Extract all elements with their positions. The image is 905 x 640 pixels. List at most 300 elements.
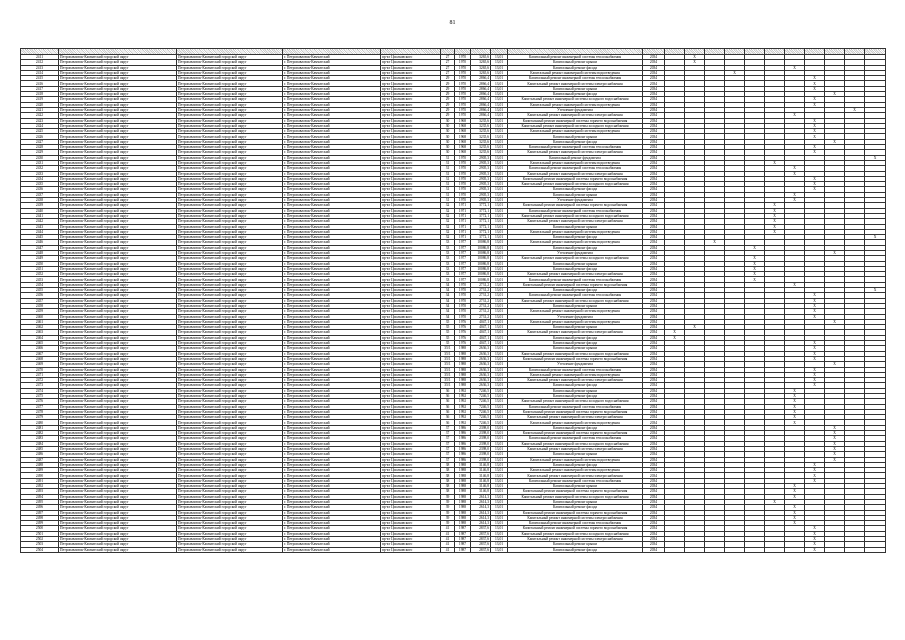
deadline-cell: 2034 — [643, 134, 665, 139]
tariff-cell: 13,01 — [491, 266, 508, 271]
settlement-cell: Петропавловск-Камчатский городской округ — [177, 468, 283, 473]
year-cell: 1986 — [455, 446, 471, 451]
settlement-cell: Петропавловск-Камчатский городской округ — [177, 346, 283, 351]
year-cell: 1970 — [455, 171, 471, 176]
row-number: 2476 — [21, 399, 59, 404]
settlement-cell: Петропавловск-Камчатский городской округ — [177, 378, 283, 383]
area-cell: 3265,6 — [471, 60, 491, 65]
row-number: 2455 — [21, 288, 59, 293]
tariff-cell: 13,01 — [491, 70, 508, 75]
municipality-cell: Петропавловск-Камчатский городской округ — [59, 319, 177, 324]
year-mark-cell: X — [805, 176, 825, 181]
area-cell: 2614,3 — [471, 521, 491, 526]
street-cell: пр-кт Циолковского — [381, 60, 441, 65]
table-row — [21, 547, 886, 552]
street-cell: пр-кт Циолковского — [381, 70, 441, 75]
area-cell: 2866,4 — [471, 102, 491, 107]
work-type-cell: Капитальный ремонт инженерной системы теплоснабжения — [508, 145, 643, 150]
street-cell: пр-кт Циолковского — [381, 473, 441, 478]
tariff-cell: 13,01 — [491, 462, 508, 467]
settlement-cell: Петропавловск-Камчатский городской округ — [177, 303, 283, 308]
tariff-cell: 13,01 — [491, 192, 508, 197]
year-mark-cell: X — [785, 404, 805, 409]
deadline-cell: 2034 — [643, 378, 665, 383]
year-mark-cell: X — [825, 425, 845, 430]
tariff-cell: 13,01 — [491, 367, 508, 372]
tariff-cell: 13,01 — [491, 351, 508, 356]
municipality-cell: Петропавловск-Камчатский городской округ — [59, 510, 177, 515]
area-cell: 7246,5 — [471, 415, 491, 420]
area-cell: 10086,8 — [471, 277, 491, 282]
locality-cell: г. Петропавловск-Камчатский — [283, 272, 381, 277]
tariff-cell: 13,01 — [491, 113, 508, 118]
year-mark-cell — [665, 547, 685, 552]
tariff-cell: 13,01 — [491, 478, 508, 483]
house-cell: 34 — [441, 314, 455, 319]
year-cell: 1970 — [455, 92, 471, 97]
locality-cell: г. Петропавловск-Камчатский — [283, 198, 381, 203]
row-number: 2433 — [21, 171, 59, 176]
street-cell: пр-кт Циолковского — [381, 213, 441, 218]
row-number: 2458 — [21, 303, 59, 308]
municipality-cell: Петропавловск-Камчатский городской округ — [59, 356, 177, 361]
tariff-cell: 13,01 — [491, 309, 508, 314]
row-number: 2499 — [21, 521, 59, 526]
locality-cell: г. Петропавловск-Камчатский — [283, 176, 381, 181]
deadline-cell: 2034 — [643, 293, 665, 298]
locality-cell: г. Петропавловск-Камчатский — [283, 160, 381, 165]
year-cell: 1968 — [455, 123, 471, 128]
street-cell: пр-кт Циолковского — [381, 404, 441, 409]
area-cell: 10086,8 — [471, 256, 491, 261]
municipality-cell: Петропавловск-Камчатский городской округ — [59, 452, 177, 457]
row-number: 2487 — [21, 457, 59, 462]
locality-cell: г. Петропавловск-Камчатский — [283, 55, 381, 60]
tariff-cell: 13,01 — [491, 55, 508, 60]
work-type-cell: Капитальный ремонт инженерной системы водоотведения — [508, 309, 643, 314]
year-cell: 1968 — [455, 150, 471, 155]
settlement-cell: Петропавловск-Камчатский городской округ — [177, 102, 283, 107]
settlement-cell: Петропавловск-Камчатский городской округ — [177, 282, 283, 287]
municipality-cell: Петропавловск-Камчатский городской округ — [59, 505, 177, 510]
municipality-cell: Петропавловск-Камчатский городской округ — [59, 102, 177, 107]
year-mark-cell: X — [685, 55, 705, 60]
locality-cell: г. Петропавловск-Камчатский — [283, 372, 381, 377]
area-cell: 10086,8 — [471, 250, 491, 255]
house-cell: 41 — [441, 547, 455, 552]
settlement-cell: Петропавловск-Камчатский городской округ — [177, 97, 283, 102]
locality-cell: г. Петропавловск-Камчатский — [283, 219, 381, 224]
year-mark-cell: X — [765, 213, 785, 218]
settlement-cell: Петропавловск-Камчатский городской округ — [177, 367, 283, 372]
locality-cell: г. Петропавловск-Камчатский — [283, 182, 381, 187]
municipality-cell: Петропавловск-Камчатский городской округ — [59, 123, 177, 128]
locality-cell: г. Петропавловск-Камчатский — [283, 150, 381, 155]
work-type-cell: Капитальный ремонт инженерной системы горячего водоснабжения — [508, 409, 643, 414]
deadline-cell: 2034 — [643, 330, 665, 335]
year-mark-cell: X — [805, 298, 825, 303]
year-cell: 1977 — [455, 250, 471, 255]
area-cell: 2636,3 — [471, 351, 491, 356]
tariff-cell: 13,01 — [491, 457, 508, 462]
municipality-cell: Петропавловск-Камчатский городской округ — [59, 515, 177, 520]
deadline-cell: 2034 — [643, 203, 665, 208]
house-cell: 36 — [441, 415, 455, 420]
tariff-cell: 13,01 — [491, 245, 508, 250]
row-number: 2417 — [21, 86, 59, 91]
street-cell: пр-кт Циолковского — [381, 107, 441, 112]
work-type-cell: Капитальный ремонт инженерной системы горячего водоснабжения — [508, 118, 643, 123]
street-cell: пр-кт Циолковского — [381, 425, 441, 430]
year-cell: 1970 — [455, 160, 471, 165]
work-type-cell: Утепление фундамента — [508, 314, 643, 319]
street-cell: пр-кт Циолковского — [381, 92, 441, 97]
work-type-cell: Капитальный ремонт инженерной системы электроснабжения — [508, 330, 643, 335]
year-mark-cell: X — [825, 139, 845, 144]
settlement-cell: Петропавловск-Камчатский городской округ — [177, 261, 283, 266]
municipality-cell: Петропавловск-Камчатский городской округ — [59, 256, 177, 261]
year-cell: 1992 — [455, 415, 471, 420]
municipality-cell: Петропавловск-Камчатский городской округ — [59, 341, 177, 346]
house-cell: 32 — [441, 219, 455, 224]
house-cell: 31 — [441, 166, 455, 171]
locality-cell: г. Петропавловск-Камчатский — [283, 473, 381, 478]
work-type-cell: Капитальный ремонт инженерной системы электроснабжения — [508, 515, 643, 520]
street-cell: пр-кт Циолковского — [381, 489, 441, 494]
settlement-cell: Петропавловск-Камчатский городской округ — [177, 55, 283, 60]
settlement-cell: Петропавловск-Камчатский городской округ — [177, 388, 283, 393]
year-mark-cell — [745, 547, 765, 552]
house-cell: 35/1 — [441, 346, 455, 351]
locality-cell: г. Петропавловск-Камчатский — [283, 425, 381, 430]
tariff-cell: 13,01 — [491, 341, 508, 346]
settlement-cell: Петропавловск-Камчатский городской округ — [177, 192, 283, 197]
work-type-cell: Капитальный ремонт крыши — [508, 346, 643, 351]
street-cell: пр-кт Циолковского — [381, 245, 441, 250]
work-type-cell: Капитальный ремонт крыши — [508, 452, 643, 457]
deadline-cell: 2034 — [643, 346, 665, 351]
year-mark-cell: X — [805, 478, 825, 483]
municipality-cell: Петропавловск-Камчатский городской округ — [59, 235, 177, 240]
municipality-cell: Петропавловск-Камчатский городской округ — [59, 60, 177, 65]
year-mark-cell: X — [805, 346, 825, 351]
deadline-cell: 2034 — [643, 213, 665, 218]
deadline-cell: 2034 — [643, 446, 665, 451]
settlement-cell: Петропавловск-Камчатский городской округ — [177, 394, 283, 399]
house-cell: 30 — [441, 150, 455, 155]
work-type-cell: Капитальный ремонт инженерной системы теплоснабжения — [508, 55, 643, 60]
work-type-cell: Капитальный ремонт инженерной системы горячего водоснабжения — [508, 282, 643, 287]
area-cell: 4047,1 — [471, 335, 491, 340]
street-cell: пр-кт Циолковского — [381, 81, 441, 86]
house-cell: 31 — [441, 187, 455, 192]
work-type-cell: Капитальный ремонт инженерной системы электроснабжения — [508, 150, 643, 155]
street-cell: пр-кт Циолковского — [381, 261, 441, 266]
settlement-cell: Петропавловск-Камчатский городской округ — [177, 325, 283, 330]
house-cell: 31 — [441, 176, 455, 181]
year-mark-cell: X — [805, 303, 825, 308]
settlement-cell: Петропавловск-Камчатский городской округ — [177, 521, 283, 526]
house-cell: 35 — [441, 335, 455, 340]
area-cell: 2866,4 — [471, 107, 491, 112]
tariff-cell: 13,01 — [491, 261, 508, 266]
area-cell: 2905,3 — [471, 182, 491, 187]
deadline-cell: 2034 — [643, 515, 665, 520]
locality-cell: г. Петропавловск-Камчатский — [283, 261, 381, 266]
work-type-cell: Капитальный ремонт инженерной системы водоотведения — [508, 102, 643, 107]
house-cell: 29 — [441, 86, 455, 91]
year-cell: 1977 — [455, 277, 471, 282]
work-type-cell: Капитальный ремонт инженерной системы водоотведения — [508, 129, 643, 134]
house-cell: 37 — [441, 446, 455, 451]
row-number: 2412 — [21, 60, 59, 65]
house-cell: 41 — [441, 542, 455, 547]
locality-cell: г. Петропавловск-Камчатский — [283, 187, 381, 192]
settlement-cell: Петропавловск-Камчатский городской округ — [177, 526, 283, 531]
work-type-cell: Капитальный ремонт инженерной системы теплоснабжения — [508, 367, 643, 372]
work-type-cell: Капитальный ремонт инженерной системы горячего водоснабжения — [508, 489, 643, 494]
locality-cell: г. Петропавловск-Камчатский — [283, 113, 381, 118]
work-type-cell: Капитальный ремонт фасада — [508, 235, 643, 240]
street-cell: пр-кт Циолковского — [381, 55, 441, 60]
year-mark-cell: X — [745, 256, 765, 261]
row-number: 2421 — [21, 107, 59, 112]
house-cell: 32 — [441, 208, 455, 213]
year-mark-cell: X — [825, 452, 845, 457]
tariff-cell: 13,01 — [491, 356, 508, 361]
house-cell: 35 — [441, 325, 455, 330]
year-cell: 1970 — [455, 102, 471, 107]
street-cell: пр-кт Циолковского — [381, 235, 441, 240]
settlement-cell: Петропавловск-Камчатский городской округ — [177, 446, 283, 451]
municipality-cell: Петропавловск-Камчатский городской округ — [59, 330, 177, 335]
work-type-cell: Капитальный ремонт инженерной системы электроснабжения — [508, 446, 643, 451]
deadline-cell: 2034 — [643, 441, 665, 446]
municipality-cell: Петропавловск-Камчатский городской округ — [59, 240, 177, 245]
year-mark-cell: X — [805, 293, 825, 298]
municipality-cell: Петропавловск-Камчатский городской округ — [59, 182, 177, 187]
tariff-cell: 13,01 — [491, 468, 508, 473]
street-cell: пр-кт Циолковского — [381, 102, 441, 107]
house-cell: 34 — [441, 309, 455, 314]
deadline-cell: 2034 — [643, 399, 665, 404]
deadline-cell: 2034 — [643, 489, 665, 494]
year-mark-cell: X — [825, 457, 845, 462]
year-cell: 1988 — [455, 478, 471, 483]
locality-cell: г. Петропавловск-Камчатский — [283, 298, 381, 303]
work-type-cell: Капитальный ремонт фасада — [508, 505, 643, 510]
tariff-cell: 13,01 — [491, 330, 508, 335]
row-number: 2491 — [21, 478, 59, 483]
municipality-cell: Петропавловск-Камчатский городской округ — [59, 425, 177, 430]
street-cell: пр-кт Циолковского — [381, 266, 441, 271]
settlement-cell: Петропавловск-Камчатский городской округ — [177, 203, 283, 208]
street-cell: пр-кт Циолковского — [381, 182, 441, 187]
deadline-cell: 2034 — [643, 208, 665, 213]
row-number: 2454 — [21, 282, 59, 287]
tariff-cell: 13,01 — [491, 383, 508, 388]
year-mark-cell: X — [785, 171, 805, 176]
municipality-cell: Петропавловск-Камчатский городской округ — [59, 81, 177, 86]
deadline-cell: 2034 — [643, 229, 665, 234]
municipality-cell: Петропавловск-Камчатский городской округ — [59, 266, 177, 271]
street-cell: пр-кт Циолковского — [381, 160, 441, 165]
work-type-cell: Капитальный ремонт инженерной системы электроснабжения — [508, 473, 643, 478]
work-type-cell: Капитальный ремонт крыши — [508, 542, 643, 547]
deadline-cell: 2034 — [643, 288, 665, 293]
area-cell: 3772,1 — [471, 224, 491, 229]
locality-cell: г. Петропавловск-Камчатский — [283, 139, 381, 144]
tariff-cell: 13,01 — [491, 452, 508, 457]
house-cell: 36 — [441, 409, 455, 414]
deadline-cell: 2034 — [643, 372, 665, 377]
tariff-cell: 13,01 — [491, 145, 508, 150]
year-cell: 1987 — [455, 531, 471, 536]
year-mark-cell: X — [805, 145, 825, 150]
tariff-cell: 13,01 — [491, 510, 508, 515]
work-type-cell: Капитальный ремонт фасада — [508, 245, 643, 250]
tariff-cell: 13,01 — [491, 319, 508, 324]
work-type-cell: Капитальный ремонт инженерной системы холодного водоснабжения — [508, 494, 643, 499]
street-cell: пр-кт Циолковского — [381, 484, 441, 489]
street-cell: пр-кт Циолковского — [381, 113, 441, 118]
area-cell: 2905,3 — [471, 166, 491, 171]
year-mark-cell — [785, 547, 805, 552]
year-cell: 1987 — [455, 547, 471, 552]
locality-cell: г. Петропавловск-Камчатский — [283, 494, 381, 499]
street-cell: пр-кт Циолковского — [381, 394, 441, 399]
year-cell: 1968 — [455, 129, 471, 134]
row-number: 2420 — [21, 102, 59, 107]
house-cell: 31 — [441, 155, 455, 160]
work-type-cell: Капитальный ремонт фасада — [508, 65, 643, 70]
work-type-cell: Капитальный ремонт фундамента — [508, 155, 643, 160]
settlement-cell: Петропавловск-Камчатский городской округ — [177, 160, 283, 165]
settlement-cell: Петропавловск-Камчатский городской округ — [177, 288, 283, 293]
year-mark-cell: X — [805, 123, 825, 128]
tariff-cell: 13,01 — [491, 235, 508, 240]
row-number: 2480 — [21, 420, 59, 425]
year-cell: 1992 — [455, 394, 471, 399]
deadline-cell: 2034 — [643, 123, 665, 128]
locality-cell: г. Петропавловск-Камчатский — [283, 346, 381, 351]
year-cell: 1970 — [455, 55, 471, 60]
year-mark-cell: X — [805, 129, 825, 134]
year-cell: 1977 — [455, 272, 471, 277]
work-type-cell: Капитальный ремонт инженерной системы горячего водоснабжения — [508, 526, 643, 531]
deadline-cell: 2034 — [643, 187, 665, 192]
year-cell: 1987 — [455, 537, 471, 542]
year-mark-cell: X — [785, 484, 805, 489]
settlement-cell: Петропавловск-Камчатский городской округ — [177, 86, 283, 91]
settlement-cell: Петропавловск-Камчатский городской округ — [177, 166, 283, 171]
year-mark-cell: X — [725, 70, 745, 75]
municipality-cell: Петропавловск-Камчатский городской округ — [59, 547, 177, 552]
house-cell: 30 — [441, 139, 455, 144]
locality-cell: г. Петропавловск-Камчатский — [283, 229, 381, 234]
locality-cell: г. Петропавловск-Камчатский — [283, 367, 381, 372]
house-cell: 33 — [441, 272, 455, 277]
year-cell: 1976 — [455, 330, 471, 335]
street-cell: пр-кт Циолковского — [381, 431, 441, 436]
municipality-cell: Петропавловск-Камчатский городской округ — [59, 537, 177, 542]
work-type-cell: Капитальный ремонт фасада — [508, 425, 643, 430]
year-mark-cell: X — [805, 473, 825, 478]
tariff-cell: 13,01 — [491, 346, 508, 351]
street-cell: пр-кт Циолковского — [381, 335, 441, 340]
deadline-cell: 2034 — [643, 70, 665, 75]
municipality-cell: Петропавловск-Камчатский городской округ — [59, 224, 177, 229]
tariff-cell: 13,01 — [491, 531, 508, 536]
locality-cell: г. Петропавловск-Камчатский — [283, 266, 381, 271]
locality-cell: г. Петропавловск-Камчатский — [283, 293, 381, 298]
year-mark-cell: X — [705, 240, 725, 245]
deadline-cell: 2034 — [643, 452, 665, 457]
locality-cell: г. Петропавловск-Камчатский — [283, 547, 381, 552]
area-cell: 3235,6 — [471, 134, 491, 139]
settlement-cell: Петропавловск-Камчатский городской округ — [177, 123, 283, 128]
municipality-cell: Петропавловск-Камчатский городской округ — [59, 282, 177, 287]
year-cell: 1970 — [455, 155, 471, 160]
table-body — [21, 55, 886, 553]
year-mark-cell — [765, 547, 785, 552]
municipality-cell: Петропавловск-Камчатский городской округ — [59, 198, 177, 203]
municipality-cell: Петропавловск-Камчатский городской округ — [59, 166, 177, 171]
municipality-cell: Петропавловск-Камчатский городской округ — [59, 213, 177, 218]
settlement-cell: Петропавловск-Камчатский городской округ — [177, 60, 283, 65]
settlement-cell: Петропавловск-Камчатский городской округ — [177, 76, 283, 81]
locality-cell: г. Петропавловск-Камчатский — [283, 319, 381, 324]
area-cell: 7246,5 — [471, 420, 491, 425]
year-mark-cell: X — [805, 378, 825, 383]
row-number: 2457 — [21, 298, 59, 303]
settlement-cell: Петропавловск-Камчатский городской округ — [177, 81, 283, 86]
area-cell: 3146,8 — [471, 484, 491, 489]
year-mark-cell: X — [805, 309, 825, 314]
municipality-cell: Петропавловск-Камчатский городской округ — [59, 150, 177, 155]
street-cell: пр-кт Циолковского — [381, 139, 441, 144]
area-cell: 3265,6 — [471, 70, 491, 75]
row-number: 2447 — [21, 245, 59, 250]
street-cell: пр-кт Циолковского — [381, 494, 441, 499]
year-cell: 1986 — [455, 425, 471, 430]
house-cell: 38 — [441, 489, 455, 494]
tariff-cell: 13,01 — [491, 388, 508, 393]
street-cell: пр-кт Циолковского — [381, 388, 441, 393]
street-cell: пр-кт Циолковского — [381, 192, 441, 197]
row-number: 2473 — [21, 383, 59, 388]
year-mark-cell: X — [765, 160, 785, 165]
year-cell: 1988 — [455, 499, 471, 504]
street-cell: пр-кт Циолковского — [381, 341, 441, 346]
house-cell: 27 — [441, 60, 455, 65]
street-cell: пр-кт Циолковского — [381, 224, 441, 229]
work-type-cell: Капитальный ремонт инженерной системы водоотведения — [508, 160, 643, 165]
tariff-cell: 13,01 — [491, 314, 508, 319]
row-number: 2494 — [21, 494, 59, 499]
area-cell: 2837,6 — [471, 537, 491, 542]
row-number: 2501 — [21, 531, 59, 536]
house-cell: 36 — [441, 388, 455, 393]
work-type-cell: Капитальный ремонт инженерной системы холодного водоснабжения — [508, 213, 643, 218]
tariff-cell: 13,01 — [491, 81, 508, 86]
year-cell: 1988 — [455, 473, 471, 478]
year-mark-cell: X — [805, 134, 825, 139]
house-cell: 29 — [441, 92, 455, 97]
settlement-cell: Петропавловск-Камчатский городской округ — [177, 155, 283, 160]
settlement-cell: Петропавловск-Камчатский городской округ — [177, 229, 283, 234]
municipality-cell: Петропавловск-Камчатский городской округ — [59, 372, 177, 377]
